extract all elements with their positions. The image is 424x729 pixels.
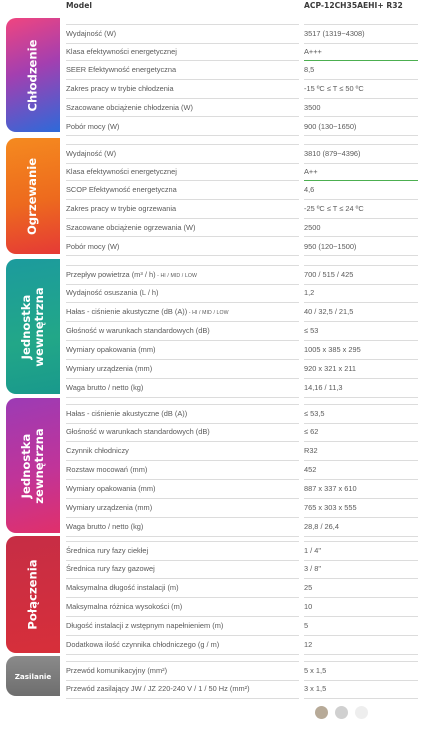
spec-label bbox=[66, 518, 299, 537]
spec-value: 3500 bbox=[304, 99, 418, 118]
spec-label bbox=[66, 404, 299, 424]
spec-label-text: Maksymalna długość instalacji (m) bbox=[66, 583, 179, 592]
spec-row bbox=[66, 80, 418, 99]
spec-row bbox=[66, 322, 418, 341]
spec-row bbox=[66, 265, 418, 284]
section-title: Połączenia bbox=[25, 559, 40, 630]
spec-label bbox=[66, 661, 299, 681]
spec-row bbox=[66, 560, 418, 579]
section-tab-conn bbox=[6, 536, 60, 653]
spec-label-text: Szacowane obciążenie chłodzenia (W) bbox=[66, 102, 193, 112]
spec-value: -25 ºC ≤ T ≤ 24 ºC bbox=[304, 200, 418, 219]
spec-value: ≤ 62 bbox=[304, 423, 418, 442]
spec-row bbox=[66, 636, 418, 655]
spec-label bbox=[66, 461, 299, 480]
spec-row bbox=[66, 219, 418, 238]
spec-label-text: Hałas - ciśnienie akustyczne (dB (A)) bbox=[66, 409, 188, 418]
spec-value: ≤ 53 bbox=[304, 322, 418, 341]
spec-row bbox=[66, 341, 418, 360]
spec-label bbox=[66, 118, 299, 137]
spec-row bbox=[66, 118, 418, 137]
spec-row bbox=[66, 617, 418, 636]
spec-label bbox=[66, 265, 299, 285]
section-tab-heat bbox=[6, 138, 60, 254]
spec-row bbox=[66, 99, 418, 118]
spec-label-text: Czynnik chłodniczy bbox=[66, 446, 129, 455]
spec-label-text: Szacowane obciążenie ogrzewania (W) bbox=[66, 222, 196, 232]
spec-label bbox=[66, 284, 299, 303]
spec-label bbox=[66, 379, 299, 398]
spec-label-text: Pobór mocy (W) bbox=[66, 121, 120, 131]
spec-value: 900 (130~1650) bbox=[304, 118, 418, 137]
spec-label bbox=[66, 80, 299, 99]
spec-row bbox=[66, 442, 418, 461]
spec-label bbox=[66, 579, 299, 598]
spec-label-text: Długość instalacji z wstępnym napełnieniem (m) bbox=[66, 621, 224, 630]
section-title: Chłodzenie bbox=[25, 38, 40, 112]
spec-value: 12 bbox=[304, 636, 418, 655]
spec-value: 5 bbox=[304, 617, 418, 636]
spec-value: -15 ºC ≤ T ≤ 50 ºC bbox=[304, 80, 418, 99]
section-title: Ogrzewanie bbox=[25, 157, 40, 235]
spec-row bbox=[66, 423, 418, 442]
spec-label bbox=[66, 560, 299, 579]
spec-label bbox=[66, 322, 299, 341]
spec-row bbox=[66, 541, 418, 560]
spec-value: A+++ bbox=[304, 43, 418, 62]
spec-label-text: Zakres pracy w trybie chłodzenia bbox=[66, 84, 174, 94]
spec-label-text: Dodatkowa ilość czynnika chłodniczego (g / m) bbox=[66, 640, 220, 649]
spec-value: 5 x 1,5 bbox=[304, 661, 418, 681]
spec-label-text: Zakres pracy w trybie ogrzewania bbox=[66, 204, 177, 214]
carousel-dot[interactable] bbox=[335, 706, 348, 719]
spec-row bbox=[66, 680, 418, 699]
spec-label-text: Głośność w warunkach standardowych (dB) bbox=[66, 427, 210, 436]
spec-label bbox=[66, 423, 299, 442]
section-tab-indoor bbox=[6, 259, 60, 394]
spec-label bbox=[66, 480, 299, 499]
spec-label bbox=[66, 680, 299, 699]
section-tab-power bbox=[6, 656, 60, 696]
spec-row bbox=[66, 379, 418, 398]
spec-label bbox=[66, 598, 299, 617]
spec-row bbox=[66, 404, 418, 423]
spec-label-text: Waga brutto / netto (kg) bbox=[66, 522, 144, 531]
spec-label bbox=[66, 200, 299, 219]
spec-label bbox=[66, 341, 299, 360]
spec-label-text: Klasa efektywności energetycznej bbox=[66, 46, 177, 56]
carousel-dot[interactable] bbox=[355, 706, 368, 719]
spec-row bbox=[66, 598, 418, 617]
spec-label bbox=[66, 636, 299, 655]
spec-value: 452 bbox=[304, 461, 418, 480]
section-title: Zasilanie bbox=[14, 671, 52, 681]
section-tab-cool bbox=[6, 18, 60, 132]
spec-label bbox=[66, 144, 299, 164]
spec-label-text: SCOP Efektywność energetyczna bbox=[66, 185, 177, 195]
spec-row bbox=[66, 163, 418, 182]
spec-row bbox=[66, 181, 418, 200]
spec-label bbox=[66, 360, 299, 379]
spec-value: A++ bbox=[304, 163, 418, 182]
spec-row bbox=[66, 303, 418, 322]
spec-row bbox=[66, 43, 418, 62]
spec-value: 10 bbox=[304, 598, 418, 617]
carousel-dot-active[interactable] bbox=[315, 706, 328, 719]
spec-label-text: Głośność w warunkach standardowych (dB) bbox=[66, 326, 210, 335]
spec-value: 1,2 bbox=[304, 284, 418, 303]
spec-label bbox=[66, 541, 299, 561]
spec-label-text: Przewód zasilający JW / JZ 220-240 V / 1 / 50 Hz (mm²) bbox=[66, 684, 250, 693]
spec-row bbox=[66, 461, 418, 480]
spec-value: 28,8 / 26,4 bbox=[304, 518, 418, 537]
model-column-header: Model bbox=[66, 1, 92, 10]
spec-label-text: Wydajność (W) bbox=[66, 149, 117, 158]
model-name-header: ACP-12CH35AEHI+ R32 bbox=[304, 1, 403, 10]
spec-label-modes: - HI / MID / LOW bbox=[155, 273, 198, 279]
spec-row bbox=[66, 144, 418, 163]
spec-label bbox=[66, 303, 299, 322]
section-title: Jednostka zewnętrzna bbox=[19, 427, 46, 504]
spec-label bbox=[66, 238, 299, 257]
spec-label-text: Maksymalna różnica wysokości (m) bbox=[66, 602, 183, 611]
spec-value: 920 x 321 x 211 bbox=[304, 360, 418, 379]
spec-label bbox=[66, 61, 299, 80]
spec-label bbox=[66, 163, 299, 182]
spec-row bbox=[66, 579, 418, 598]
spec-value: 40 / 32,5 / 21,5 bbox=[304, 303, 418, 322]
spec-label-text: Średnica rury fazy gazowej bbox=[66, 564, 155, 573]
spec-label bbox=[66, 99, 299, 118]
spec-label-text: Wydajność (W) bbox=[66, 29, 117, 38]
spec-value: 950 (120~1500) bbox=[304, 238, 418, 257]
spec-value: 1005 x 385 x 295 bbox=[304, 341, 418, 360]
spec-row bbox=[66, 200, 418, 219]
spec-row bbox=[66, 499, 418, 518]
spec-value: 3 / 8" bbox=[304, 560, 418, 579]
spec-value: 1 / 4" bbox=[304, 541, 418, 561]
spec-label bbox=[66, 219, 299, 238]
carousel-dots bbox=[0, 706, 424, 720]
spec-label-text: Klasa efektywności energetycznej bbox=[66, 166, 177, 176]
spec-value: 765 x 303 x 555 bbox=[304, 499, 418, 518]
spec-row bbox=[66, 284, 418, 303]
section-tab-outdoor bbox=[6, 398, 60, 533]
spec-row bbox=[66, 238, 418, 257]
spec-label bbox=[66, 24, 299, 44]
spec-label-text: Przewód komunikacyjny (mm²) bbox=[66, 666, 168, 675]
spec-value: ≤ 53,5 bbox=[304, 404, 418, 424]
spec-row bbox=[66, 360, 418, 379]
spec-value: 887 x 337 x 610 bbox=[304, 480, 418, 499]
spec-label-text: Średnica rury fazy ciekłej bbox=[66, 546, 149, 555]
spec-value: 14,16 / 11,3 bbox=[304, 379, 418, 398]
section-title: Jednostka wewnętrzna bbox=[19, 286, 46, 367]
spec-value: 25 bbox=[304, 579, 418, 598]
spec-label bbox=[66, 181, 299, 200]
spec-label bbox=[66, 442, 299, 461]
spec-value: 8,5 bbox=[304, 61, 418, 80]
spec-label-text: Rozstaw mocowań (mm) bbox=[66, 465, 148, 474]
spec-label-text: Wymiary urządzenia (mm) bbox=[66, 364, 153, 373]
spec-value: 3810 (879~4396) bbox=[304, 144, 418, 164]
spec-row bbox=[66, 480, 418, 499]
spec-value: 3517 (1319~4308) bbox=[304, 24, 418, 44]
spec-value: 2500 bbox=[304, 219, 418, 238]
spec-label-text: Waga brutto / netto (kg) bbox=[66, 383, 144, 392]
spec-label-text: Wydajność osuszania (L / h) bbox=[66, 288, 159, 297]
spec-label-text: Wymiary urządzenia (mm) bbox=[66, 503, 153, 512]
spec-row bbox=[66, 24, 418, 43]
spec-label-text: Wymiary opakowania (mm) bbox=[66, 345, 156, 354]
spec-label-text: Pobór mocy (W) bbox=[66, 241, 120, 251]
spec-row bbox=[66, 61, 418, 80]
spec-row bbox=[66, 518, 418, 537]
spec-label-text: Przepływ powietrza (m³ / h) bbox=[66, 270, 156, 279]
spec-label-text: Hałas - ciśnienie akustyczne (dB (A)) bbox=[66, 307, 188, 316]
spec-label-text: SEER Efektywność energetyczna bbox=[66, 65, 177, 75]
spec-value: 4,6 bbox=[304, 181, 418, 200]
spec-value: R32 bbox=[304, 442, 418, 461]
spec-row bbox=[66, 661, 418, 680]
spec-value: 700 / 515 / 425 bbox=[304, 265, 418, 285]
spec-label bbox=[66, 43, 299, 62]
spec-value: 3 x 1,5 bbox=[304, 680, 418, 699]
spec-label-modes: - HI / MID / LOW bbox=[187, 310, 229, 316]
spec-label-text: Wymiary opakowania (mm) bbox=[66, 484, 156, 493]
spec-label bbox=[66, 499, 299, 518]
spec-label bbox=[66, 617, 299, 636]
